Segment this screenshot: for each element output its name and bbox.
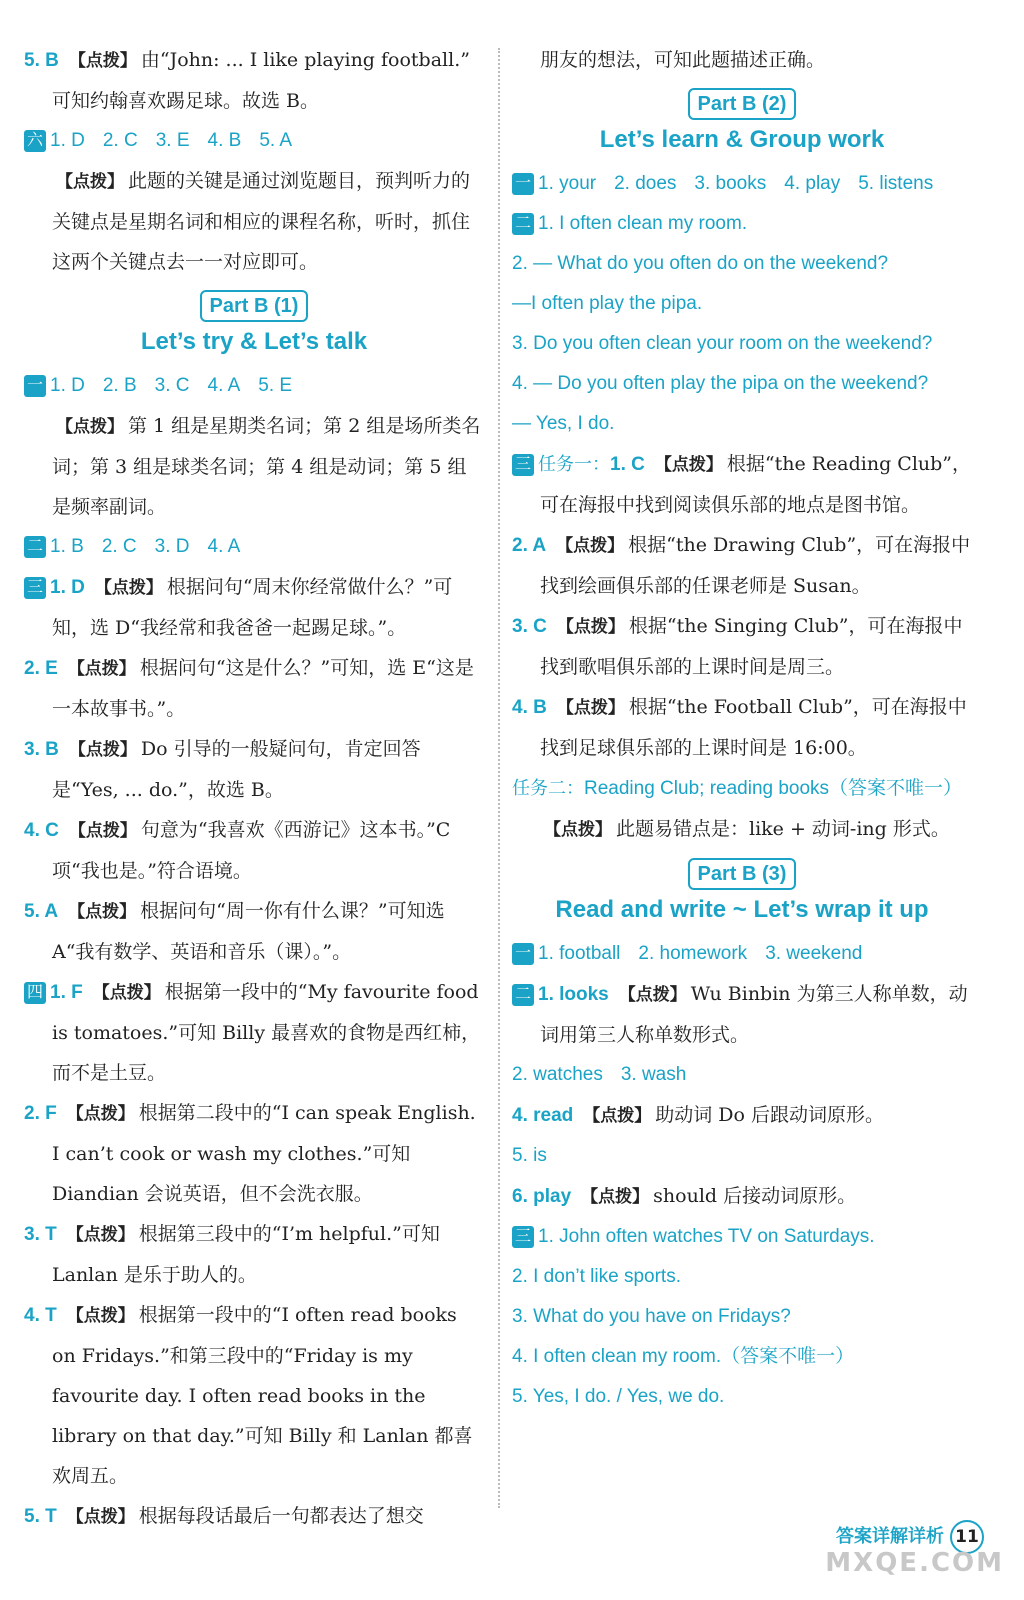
part-heading: Part B (1) xyxy=(24,290,484,322)
part-heading: Part B (3) xyxy=(512,858,972,890)
answer-item: 2. A 【点拨】 根据“the Drawing Club”，可在海报中找到绘画俱乐部的任课老师是 Susan。 xyxy=(512,534,971,597)
section-1-answers: 一 1. your 2. does 3. books 4. play 5. listens xyxy=(512,164,972,204)
part-subtitle: Read and write ~ Let’s wrap it up xyxy=(555,896,929,923)
tip-paragraph: 【点拨】 第 1 组是星期类名词；第 2 组是场所类名词；第 3 组是球类名词；第 4 组是动词；第 5 组是频率副词。 xyxy=(52,415,481,518)
answer-item: 2. F 【点拨】 根据第二段中的“I can speak English. I can’t cook or wash my clothes.”可知 Diandian 会说英语，但不会洗衣服。 xyxy=(24,1102,476,1205)
section-icon: 一 xyxy=(512,943,534,965)
section-icon: 二 xyxy=(24,536,46,558)
answer-item: 二 1. looks 【点拨】 Wu Binbin 为第三人称单数，动词用第三人称单数形式。 xyxy=(512,974,972,1055)
left-column xyxy=(24,40,484,1537)
answer-item: 2. watches 3. wash xyxy=(512,1064,687,1085)
sentence-line: 2. I don’t like sports. xyxy=(512,1266,681,1287)
sentence-line: 3. Do you often clean your room on the weekend? xyxy=(512,333,933,354)
section-2-answers: 二 1. B 2. C 3. D 4. A xyxy=(24,527,484,567)
answer-item: 5. A 【点拨】 根据问句“周一你有什么课？”可知选 A“我有数学、英语和音乐（课）。”。 xyxy=(24,900,445,963)
part-heading: Part B (2) xyxy=(512,88,972,120)
continued-text: 朋友的想法，可知此题描述正确。 xyxy=(540,49,826,71)
sentence-line: 2. — What do you often do on the weekend? xyxy=(512,253,889,274)
sentence-line: 5. Yes, I do. / Yes, we do. xyxy=(512,1386,725,1407)
part-subtitle: Let’s learn & Group work xyxy=(599,126,885,153)
answer-item: 3. T 【点拨】 根据第三段中的“I’m helpful.”可知 Lanlan 是乐于助人的。 xyxy=(24,1223,440,1286)
answer-item: 2. E 【点拨】 根据问句“这是什么？”可知，选 E“这是一本故事书。”。 xyxy=(24,657,474,720)
part-subtitle: Let’s try & Let’s talk xyxy=(140,328,368,355)
answer-item: 三 1. D 【点拨】 根据问句“周末你经常做什么？”可知，选 D“我经常和我爸爸一起踢足球。”。 xyxy=(24,567,484,648)
sentence-line: 三 1. John often watches TV on Saturdays. xyxy=(512,1217,972,1257)
section-icon: 三 xyxy=(512,454,534,476)
answer-item: 4. read 【点拨】 助动词 Do 后跟动词原形。 xyxy=(512,1104,885,1126)
watermark: MXQE.COM xyxy=(825,1548,1004,1578)
column-divider xyxy=(498,48,500,1508)
sentence-line: 3. What do you have on Fridays? xyxy=(512,1306,791,1327)
section-icon: 三 xyxy=(24,577,46,599)
answer-item: 四 1. F 【点拨】 根据第一段中的“My favourite food is tomatoes.”可知 Billy 最喜欢的食物是西红柿，而不是土豆。 xyxy=(24,972,484,1093)
answer-item: 4. T 【点拨】 根据第一段中的“I often read books on Fridays.”和第三段中的“Friday is my favourite day. I often read books in the library on that day.”可知 Billy 和 Lanlan 都喜欢周五。 xyxy=(24,1304,473,1487)
section-icon: 一 xyxy=(24,375,46,397)
sentence-line: 二 1. I often clean my room. xyxy=(512,204,972,244)
answer-item: 6. play 【点拨】 should 后接动词原形。 xyxy=(512,1185,857,1207)
right-column xyxy=(512,40,972,1417)
section-icon: 一 xyxy=(512,173,534,195)
page-number: 11 xyxy=(950,1520,984,1554)
section-1-answers: 一 1. D 2. B 3. C 4. A 5. E xyxy=(24,366,484,406)
section-6-answers: 六 1. D 2. C 3. E 4. B 5. A xyxy=(24,121,484,161)
sentence-line: —I often play the pipa. xyxy=(512,293,703,314)
section-icon: 二 xyxy=(512,984,534,1006)
answer-item: 三 任务一：1. C 【点拨】 根据“the Reading Club”，可在海报中找到阅读俱乐部的地点是图书馆。 xyxy=(512,444,972,525)
answer-item: 4. C 【点拨】 句意为“我喜欢《西游记》这本书。”C 项“我也是。”符合语境。 xyxy=(24,819,451,882)
section-icon: 二 xyxy=(512,213,534,235)
section-icon: 四 xyxy=(24,982,46,1004)
sentence-line: 4. — Do you often play the pipa on the weekend? xyxy=(512,373,929,394)
tip-paragraph: 【点拨】 此题易错点是：like + 动词-ing 形式。 xyxy=(544,818,950,840)
section-icon: 三 xyxy=(512,1226,534,1248)
answer-item: 5. T 【点拨】 根据每段话最后一句都表达了想交 xyxy=(24,1505,424,1527)
section-icon: 六 xyxy=(24,130,46,152)
answer-item: 5. is xyxy=(512,1145,547,1166)
footer-label: 答案详解详析 xyxy=(836,1526,944,1547)
answer-item: 3. C 【点拨】 根据“the Singing Club”，可在海报中找到歌唱俱乐部的上课时间是周三。 xyxy=(512,615,963,678)
sentence-line: 4. I often clean my room.（答案不唯一） xyxy=(512,1346,855,1367)
answer-item: 3. B 【点拨】 Do 引导的一般疑问句，肯定回答是“Yes, ... do.”，故选 B。 xyxy=(24,738,421,801)
answer-item: 5. B 【点拨】 由“John: ... I like playing football.” 可知约翰喜欢踢足球。故选 B。 xyxy=(24,49,470,112)
answer-item: 任务二：Reading Club; reading books（答案不唯一） xyxy=(512,778,963,799)
tip-paragraph: 【点拨】 此题的关键是通过浏览题目，预判听力的关键点是星期名词和相应的课程名称，听时，抓住这两个关键点去一一对应即可。 xyxy=(52,170,471,273)
section-1-answers: 一 1. football 2. homework 3. weekend xyxy=(512,934,972,974)
sentence-line: — Yes, I do. xyxy=(512,413,615,434)
answer-item: 4. B 【点拨】 根据“the Football Club”，可在海报中找到足球俱乐部的上课时间是 16:00。 xyxy=(512,696,967,759)
